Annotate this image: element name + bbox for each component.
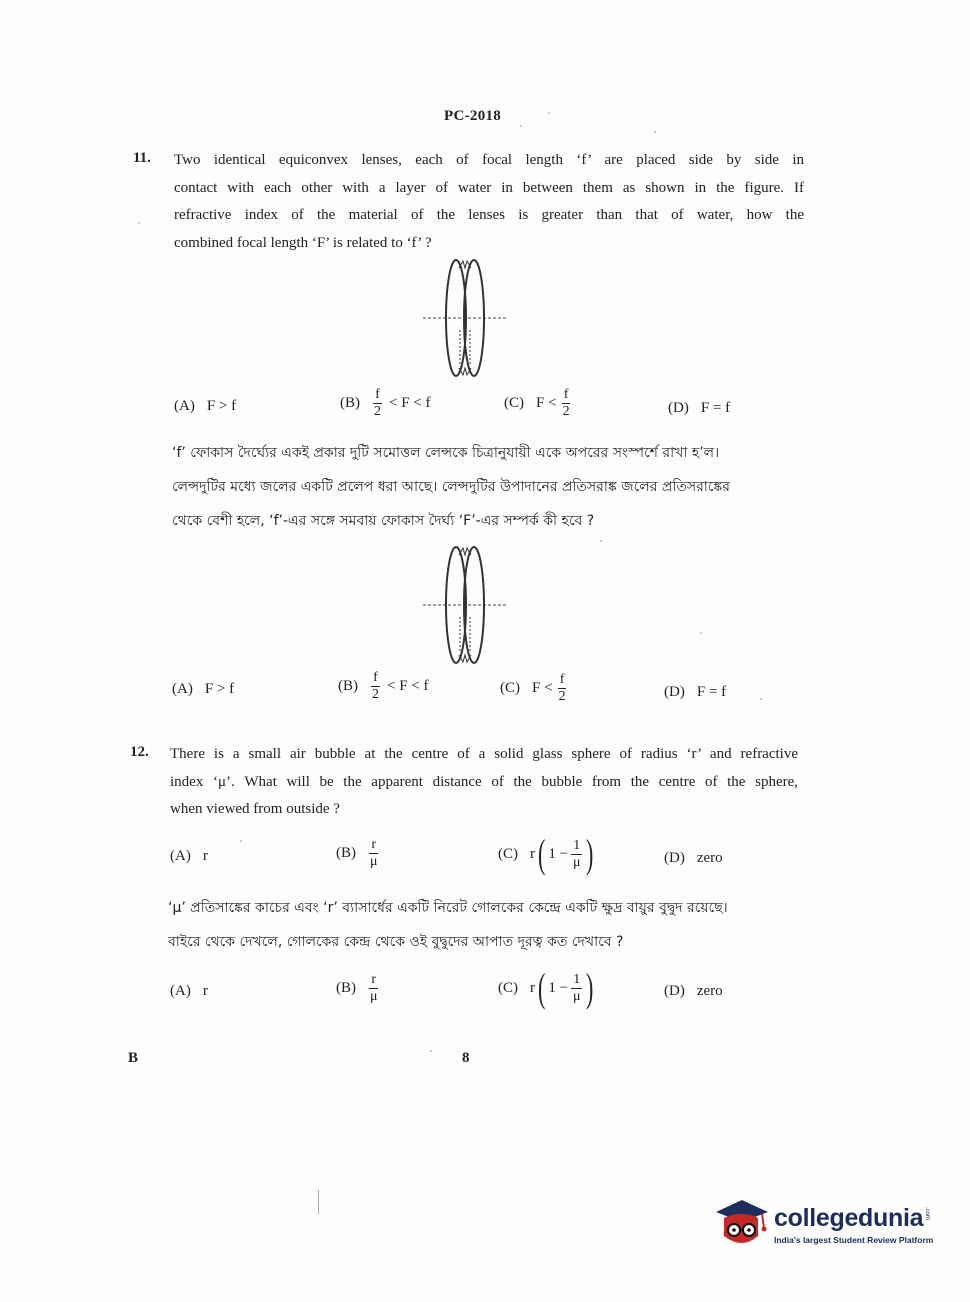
option-value: 1 − [548, 845, 569, 862]
option-label: (A) [170, 848, 191, 864]
option-label: (A) [170, 983, 191, 999]
left-paren: ( [537, 965, 546, 1010]
page-number: 8 [462, 1050, 470, 1066]
option-value: F > f [206, 398, 237, 414]
denominator: 2 [372, 687, 379, 702]
right-paren: ) [585, 831, 593, 876]
page-header: PC-2018 [444, 108, 502, 124]
option-label: (C) [504, 395, 524, 411]
option-c[interactable] [500, 673, 568, 704]
option-label: (B) [336, 845, 356, 861]
option-label: (A) [174, 398, 195, 414]
option-value: zero [696, 983, 723, 999]
question-line: combined focal length ‘F’ is related to ‘f’ ? [174, 234, 432, 251]
question-text [174, 147, 804, 257]
brand-name: collegedunia [774, 1203, 924, 1232]
option-a[interactable] [170, 983, 208, 1000]
option-d[interactable] [668, 400, 730, 417]
numerator: r [371, 837, 377, 852]
option-value: 1 − [548, 979, 569, 996]
option-value: r [202, 848, 208, 864]
option-a[interactable] [172, 681, 234, 698]
option-value: r [202, 983, 208, 999]
question-line: contact with each other with a layer of water in between them as shown in the figure. If [174, 179, 804, 196]
option-c[interactable] [504, 388, 572, 419]
question-line: index ‘μ’. What will be the apparent distance of the bubble from the centre of the sphere, [170, 773, 798, 790]
denominator: 2 [374, 404, 381, 419]
option-value: F < [532, 680, 553, 696]
fraction [368, 838, 380, 869]
fraction [368, 973, 380, 1004]
booklet-set: B [128, 1050, 139, 1066]
collegedunia-watermark[interactable] [712, 1196, 933, 1252]
bengali-question-text [172, 436, 812, 538]
fraction [557, 673, 568, 704]
option-value: F = f [700, 400, 731, 416]
numerator: 1 [573, 837, 581, 853]
denominator: μ [370, 854, 378, 869]
question-line: There is a small air bubble at the centre of a solid glass sphere of radius ‘r’ and refractive [170, 746, 798, 762]
option-label: (A) [172, 681, 193, 697]
option-c[interactable] [498, 965, 596, 1010]
question-number: 11. [133, 150, 151, 166]
option-label: (D) [664, 850, 685, 866]
numerator: f [559, 672, 565, 687]
option-label: (C) [500, 680, 520, 696]
option-a[interactable] [174, 398, 236, 415]
graduate-mascot-icon [712, 1196, 770, 1252]
option-label: (C) [498, 979, 518, 996]
bengali-line: ‘f’ ফোকাস দৈর্ঘ্যের একই প্রকার দুটি সমোত্তল লেন্সকে চিত্রানুযায়ী একে অপরের সংস্পর্শে রাখা হ’ল। [172, 445, 720, 461]
option-b[interactable] [336, 973, 380, 1004]
question-line: when viewed from outside ? [170, 801, 340, 817]
bengali-line: থেকে বেশী হলে, ‘f’-এর সঙ্গে সমবায় ফোকাস দৈর্ঘ্য ‘F’-এর সম্পর্ক কী হবে ? [172, 513, 595, 529]
option-label: (C) [498, 845, 518, 862]
lens-figure [415, 258, 515, 380]
brand-tagline: India's largest Student Review Platform [774, 1234, 934, 1245]
fraction [571, 839, 583, 870]
bengali-line: লেন্সদুটির মধ্যে জলের একটি প্রলেপ ধরা আছে। লেন্সদুটির উপাদানের প্রতিসরাঙ্ক জলের প্রতিসরাঙ্কের [172, 479, 730, 495]
option-value: r [530, 845, 535, 862]
fraction [571, 973, 583, 1004]
fraction [370, 671, 381, 702]
bengali-line: ‘μ’ প্রতিসাঙ্কের কাচের এবং ‘r’ ব্যাসার্ধের একটি নিরেট গোলকের কেন্দ্রে একটি ক্ষুদ্র বায়ুর বুদ্বুদ রয়েছে। [168, 900, 728, 916]
option-c[interactable] [498, 831, 596, 876]
option-label: (B) [336, 980, 356, 996]
numerator: f [563, 387, 569, 402]
numerator: f [375, 387, 380, 402]
fraction [561, 388, 572, 419]
option-value: F > f [204, 681, 235, 697]
lens-figure [415, 545, 515, 667]
option-b[interactable] [336, 838, 380, 869]
question-number: 12. [130, 744, 149, 760]
option-value: F < [536, 395, 557, 411]
question-text [170, 741, 798, 824]
option-value: r [530, 979, 535, 996]
option-value: F = f [696, 684, 727, 700]
option-d[interactable] [664, 983, 723, 1000]
option-d[interactable] [664, 850, 723, 867]
denominator: μ [370, 989, 378, 1004]
option-b[interactable] [338, 671, 429, 702]
denominator: μ [573, 854, 581, 870]
option-value: < F < f [389, 395, 431, 411]
bengali-line: বাইরে থেকে দেখলে, গোলকের কেন্দ্র থেকে ওই বুদ্বুদের আপাত দূরত্ব কত দেখাবে ? [168, 934, 624, 950]
option-b[interactable] [340, 388, 431, 419]
option-value: zero [696, 850, 723, 866]
option-value: < F < f [387, 678, 429, 694]
numerator: 1 [573, 971, 581, 987]
numerator: r [371, 972, 377, 987]
brand-suffix: .com [924, 1206, 931, 1220]
question-line: refractive index of the material of the lenses is greater than that of water, how the [174, 207, 804, 223]
option-label: (D) [664, 983, 685, 999]
denominator: 2 [562, 404, 570, 419]
left-paren: ( [537, 831, 546, 876]
option-label: (D) [668, 400, 689, 416]
numerator: f [373, 670, 378, 685]
fraction [372, 388, 383, 419]
option-d[interactable] [664, 684, 726, 701]
denominator: 2 [558, 689, 566, 704]
option-label: (B) [340, 395, 360, 411]
denominator: μ [573, 988, 581, 1004]
bengali-question-text [168, 891, 808, 959]
right-paren: ) [585, 965, 593, 1010]
option-label: (D) [664, 684, 685, 700]
option-a[interactable] [170, 848, 208, 865]
question-line: Two identical equiconvex lenses, each of focal length ‘f’ are placed side by side in [174, 152, 804, 168]
option-label: (B) [338, 678, 358, 694]
